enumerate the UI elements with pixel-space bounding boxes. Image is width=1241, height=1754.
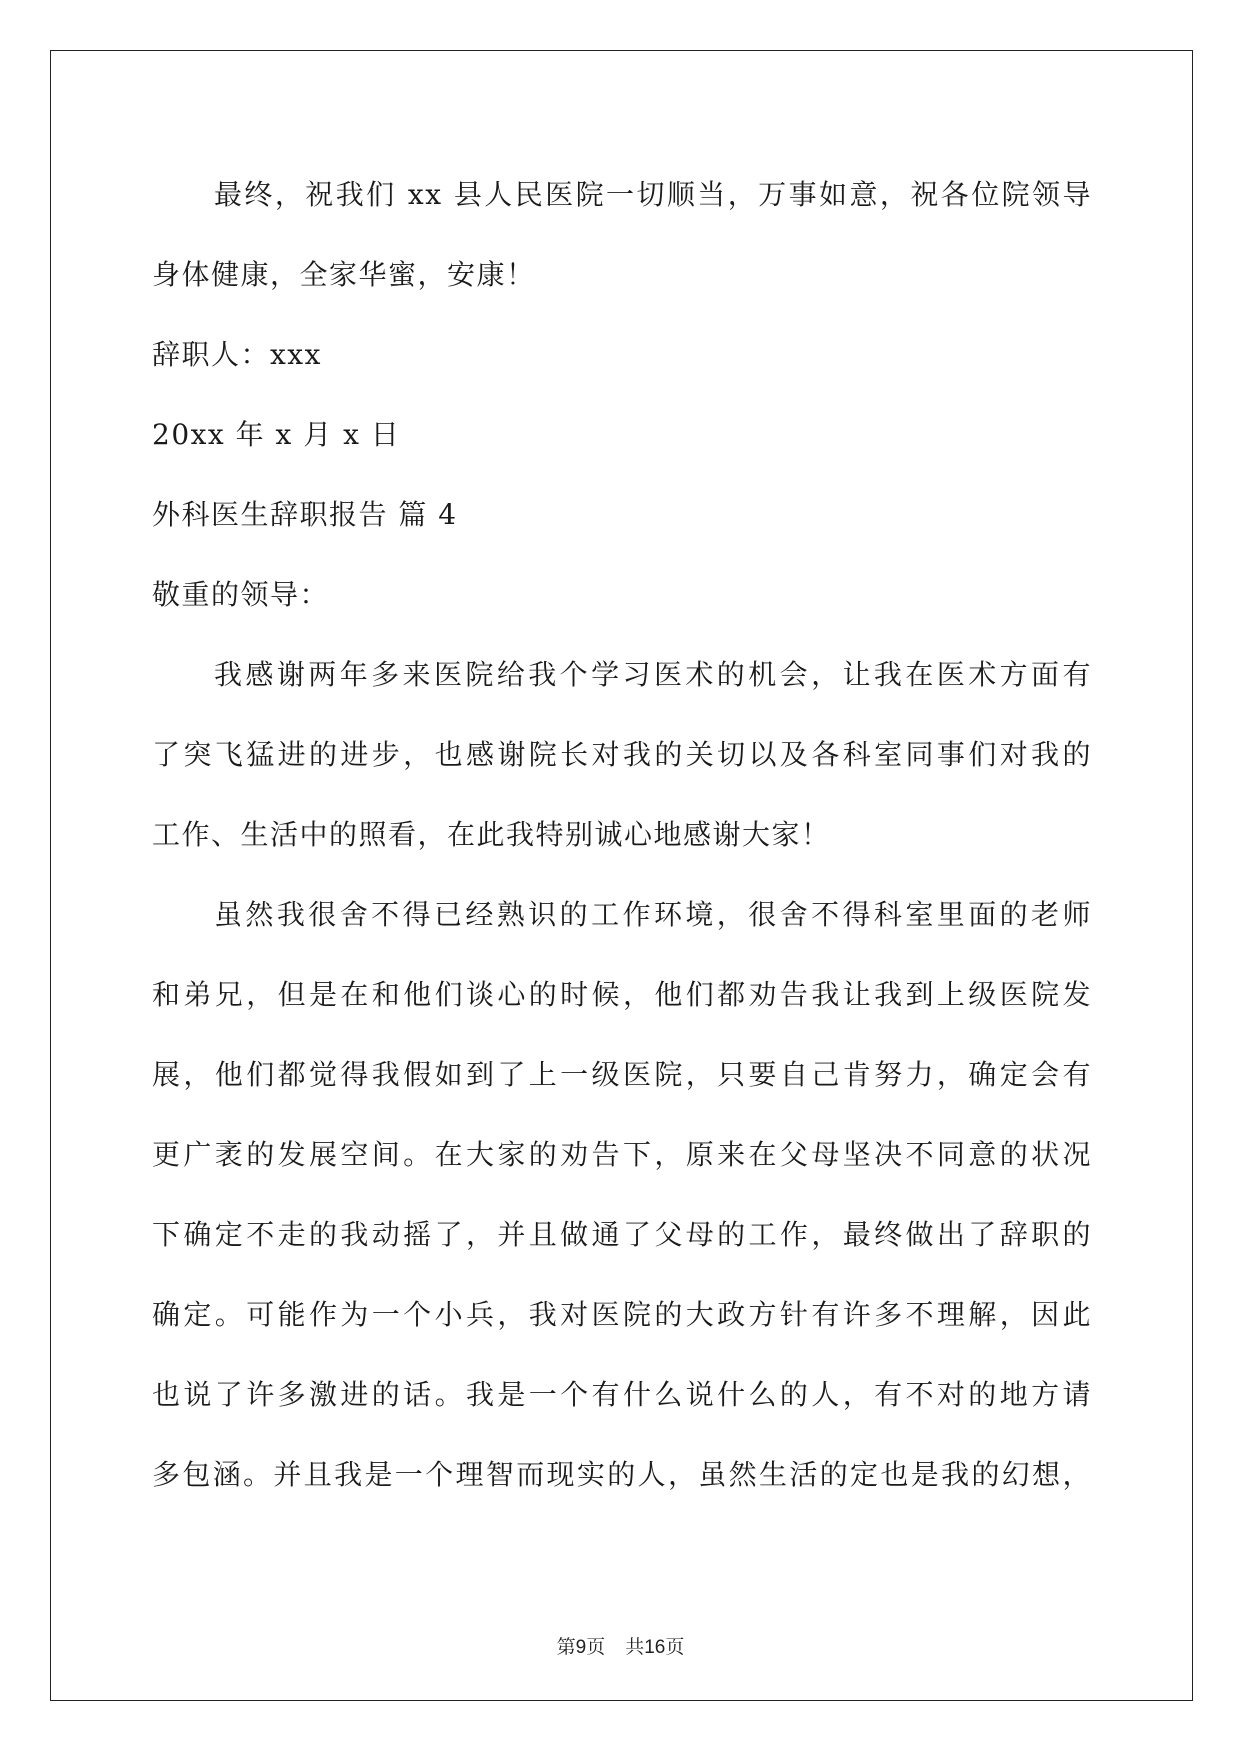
document-body bbox=[152, 155, 1092, 1515]
paragraph-line: 了突飞猛进的进步，也感谢院长对我的关切以及各科室同事们对我的 bbox=[152, 738, 1092, 771]
page-label-suffix: 页 bbox=[586, 1636, 606, 1658]
signature-line: 辞职人：xxx bbox=[152, 338, 322, 371]
paragraph-line: 虽然我很舍不得已经熟识的工作环境，很舍不得科室里面的老师 bbox=[214, 898, 1092, 931]
page-footer bbox=[0, 1632, 1241, 1659]
paragraph-line: 和弟兄，但是在和他们谈心的时候，他们都劝告我让我到上级医院发 bbox=[152, 978, 1092, 1011]
paragraph-line: 更广袤的发展空间。在大家的劝告下，原来在父母坚决不同意的状况 bbox=[152, 1138, 1092, 1171]
paragraph-line: 展，他们都觉得我假如到了上一级医院，只要自己肯努力，确定会有 bbox=[152, 1058, 1092, 1091]
paragraph-line: 我感谢两年多来医院给我个学习医术的机会，让我在医术方面有 bbox=[214, 658, 1092, 691]
total-pages: 16 bbox=[644, 1637, 666, 1658]
section-title: 外科医生辞职报告 篇 4 bbox=[152, 498, 458, 531]
date-line: 20xx 年 x 月 x 日 bbox=[152, 418, 401, 451]
page-label-prefix: 第 bbox=[556, 1636, 576, 1658]
paragraph-line: 工作、生活中的照看，在此我特别诚心地感谢大家！ bbox=[152, 818, 831, 851]
paragraph-line: 确定。可能作为一个小兵，我对医院的大政方针有许多不理解，因此 bbox=[152, 1298, 1092, 1331]
paragraph-line: 也说了许多激进的话。我是一个有什么说什么的人，有不对的地方请 bbox=[152, 1378, 1092, 1411]
paragraph-line: 多包涵。并且我是一个理智而现实的人，虽然生活的定也是我的幻想， bbox=[152, 1458, 1092, 1491]
salutation: 敬重的领导： bbox=[152, 578, 330, 611]
total-prefix: 共 bbox=[625, 1636, 645, 1658]
page-number: 9 bbox=[575, 1637, 587, 1658]
paragraph-line: 最终，祝我们 xx 县人民医院一切顺当，万事如意，祝各位院领导 bbox=[214, 178, 1092, 211]
paragraph-line: 下确定不走的我动摇了，并且做通了父母的工作，最终做出了辞职的 bbox=[152, 1218, 1092, 1251]
total-suffix: 页 bbox=[665, 1636, 685, 1658]
paragraph-line: 身体健康，全家华蜜，安康！ bbox=[152, 258, 536, 291]
